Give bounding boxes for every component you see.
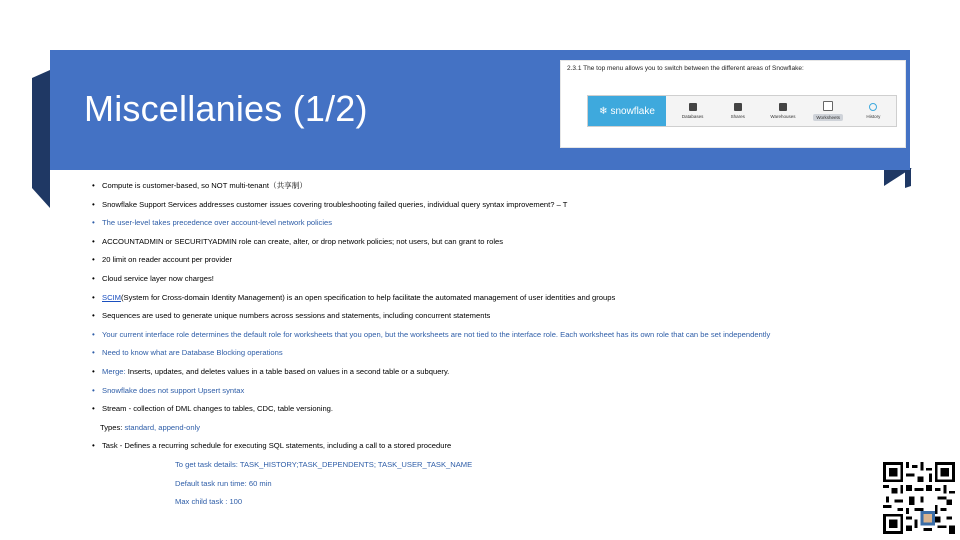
list-item: • Cloud service layer now charges! xyxy=(102,274,922,293)
screenshot-caption: 2.3.1 The top menu allows you to switch between the different areas of Snowflake: xyxy=(567,65,804,72)
list-item: • Task - Defines a recurring schedule for executing SQL statements, including a call to a stored procedure xyxy=(102,441,922,460)
list-item: • Compute is customer-based, so NOT multi-tenant（共享制） xyxy=(102,181,922,200)
snowflake-logo xyxy=(588,96,666,126)
snowflake-icon: ❄ xyxy=(599,105,608,117)
sub-list-item: Default task run time: 60 min xyxy=(175,478,272,488)
bullet-list xyxy=(102,181,922,516)
list-item: • ACCOUNTADMIN or SECURITYADMIN role can create, alter, or drop network policies; not users, but can grant to roles xyxy=(102,237,922,256)
types-values: standard, append-only xyxy=(124,422,201,432)
sub-list-item: Max child task : 100 xyxy=(175,497,243,507)
list-item: • Need to know what are Database Blocking operations xyxy=(102,348,922,367)
list-item: • Snowflake Support Services addresses customer issues covering troubleshooting failed queries, individual query syntax improvement? – T xyxy=(102,200,922,219)
nav-label: History xyxy=(866,114,881,119)
list-item: • Your current interface role determines the default role for worksheets that you open, but the worksheets are not tied to the interface role. Each worksheet has its own role that can be set independently xyxy=(102,330,922,349)
list-item: • 20 limit on reader account per provider xyxy=(102,255,922,274)
qr-code-icon[interactable] xyxy=(883,462,955,534)
share-icon xyxy=(734,103,742,111)
history-icon xyxy=(869,103,877,111)
types-lead: Types: xyxy=(100,422,125,432)
list-item xyxy=(102,293,922,312)
list-item: • Sequences are used to generate unique numbers across sessions and statements, including concurrent statements xyxy=(102,311,922,330)
nav-label: Databases xyxy=(681,114,704,119)
snowflake-nav xyxy=(670,96,896,126)
merge-lead: Merge: xyxy=(102,366,126,376)
list-item: • Stream - collection of DML changes to tables, CDC, table versioning. xyxy=(102,404,922,423)
snowflake-top-menu xyxy=(587,95,897,127)
worksheet-icon xyxy=(823,101,833,111)
list-item xyxy=(102,367,922,386)
list-item xyxy=(100,423,937,442)
warehouse-icon xyxy=(779,103,787,111)
scim-description: (System for Cross-domain Identity Management) is an open specification to help facilitate the automated management of user identities and groups xyxy=(120,292,616,302)
sub-list-item: To get task details: TASK_HISTORY;TASK_DEPENDENTS; TASK_USER_TASK_NAME xyxy=(175,459,473,469)
nav-warehouses[interactable] xyxy=(762,103,804,119)
nav-worksheets[interactable] xyxy=(807,101,849,121)
nav-label: Warehouses xyxy=(770,114,796,119)
nav-label: Worksheets xyxy=(813,114,843,121)
list-item: • The user-level takes precedence over account-level network policies xyxy=(102,218,922,237)
snowflake-menu-screenshot xyxy=(560,60,906,148)
nav-history[interactable] xyxy=(852,103,894,119)
left-ribbon-decoration xyxy=(32,70,52,210)
nav-label: Shares xyxy=(730,114,745,119)
list-item: • Snowflake does not support Upsert syntax xyxy=(102,386,922,405)
database-icon xyxy=(689,103,697,111)
nav-shares[interactable] xyxy=(717,103,759,119)
merge-description: Inserts, updates, and deletes values in a table based on values in a second table or a subquery. xyxy=(125,366,450,376)
snowflake-logo-text: snowflake xyxy=(610,105,655,117)
nav-databases[interactable] xyxy=(672,103,714,119)
slide-title: Miscellanies (1/2) xyxy=(84,88,368,129)
scim-link[interactable]: SCIM xyxy=(102,292,121,302)
